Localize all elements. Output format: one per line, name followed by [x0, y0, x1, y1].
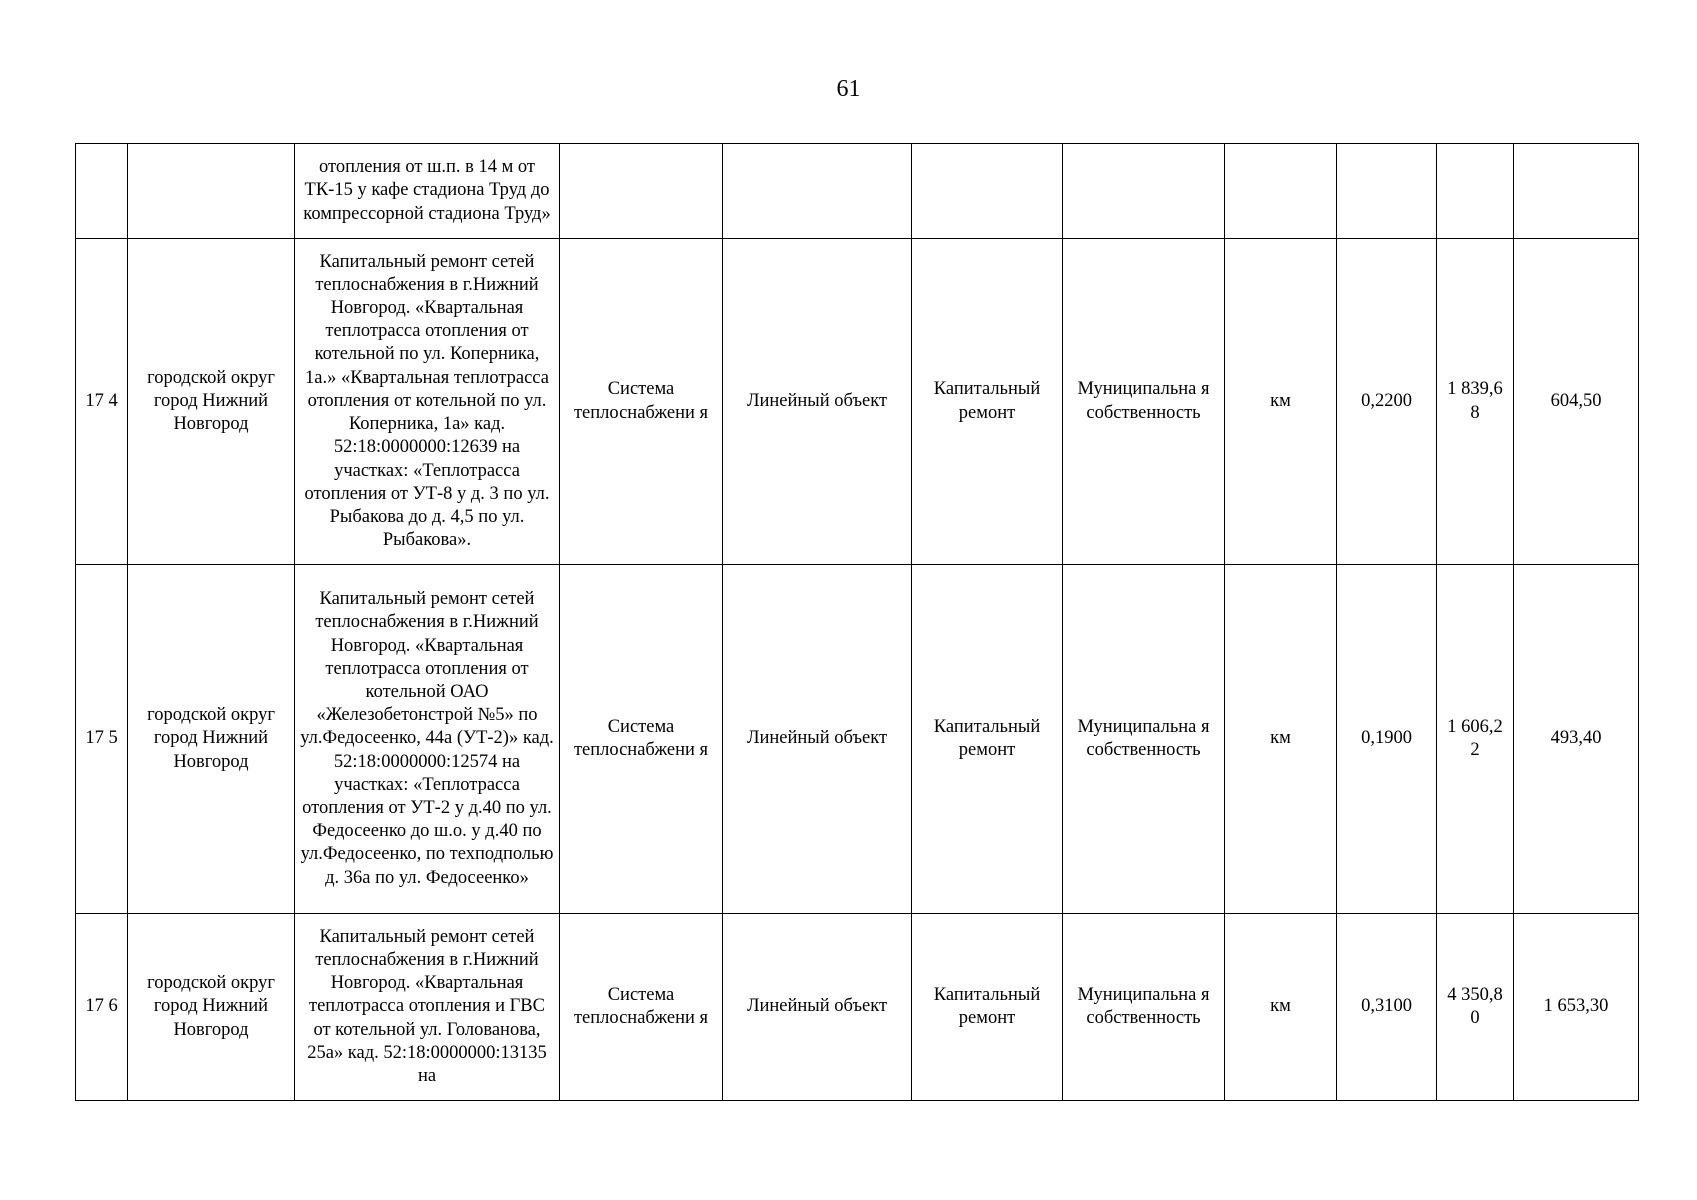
cost-b: 1 653,30 — [1543, 996, 1609, 1017]
ownership-cell — [1063, 914, 1225, 1101]
table-row — [76, 239, 1639, 565]
cost-b-cell — [1514, 144, 1639, 239]
work-type-cell — [912, 144, 1063, 239]
row-number-cell — [76, 565, 128, 914]
object-type: Линейный объект — [746, 728, 888, 749]
row-number-cell — [76, 144, 128, 239]
data-table — [75, 143, 1639, 1101]
cost-b-cell — [1514, 239, 1639, 565]
system-cell — [560, 565, 723, 914]
cost-a-cell — [1437, 239, 1514, 565]
object-type: Линейный объект — [746, 996, 888, 1017]
description-cell — [295, 565, 560, 914]
work-type-cell — [912, 239, 1063, 565]
row-number-cell — [76, 914, 128, 1101]
description: Капитальный ремонт сетей теплоснабжения в г.Нижний Новгород. «Квартальная теплотрасса отопления от котельной по ул. Коперника, 1а.» «Квартальная теплотрасса отопления от котельной по ул. Коперника, 1а» кад. 52:18:0000000:12639 на участках: «Теплотрасса отопления от УТ-8 у д. 3 по ул. Рыбакова до д. 4,5 по ул. Рыбакова». — [304, 251, 550, 551]
object-type: Линейный объект — [746, 390, 888, 411]
unit-cell — [1225, 914, 1337, 1101]
district: городской округ город Нижний Новгород — [147, 705, 275, 772]
work-type-cell — [912, 565, 1063, 914]
unit-cell — [1225, 144, 1337, 239]
table-row — [76, 565, 1639, 914]
page-number: 61 — [836, 76, 861, 102]
length: 0,1900 — [1361, 728, 1412, 749]
system-cell — [560, 144, 723, 239]
work-type: Капитальный ремонт — [933, 984, 1041, 1028]
description: Капитальный ремонт сетей теплоснабжения в г.Нижний Новгород. «Квартальная теплотрасса отопления и ГВС от котельной ул. Голованова, 25а» кад. 52:18:0000000:13135 на — [307, 926, 547, 1086]
row-number: 17 5 — [85, 728, 118, 749]
district: городской округ город Нижний Новгород — [147, 973, 275, 1040]
table-row — [76, 144, 1639, 239]
work-type-cell — [912, 914, 1063, 1101]
object-type-cell — [723, 239, 912, 565]
system: Система теплоснабжени я — [573, 984, 709, 1028]
ownership-cell — [1063, 239, 1225, 565]
cost-a-cell — [1437, 144, 1514, 239]
cost-a: 4 350,8 0 — [1447, 984, 1503, 1028]
unit-cell — [1225, 565, 1337, 914]
work-type: Капитальный ремонт — [933, 379, 1041, 423]
row-number: 17 6 — [85, 996, 118, 1017]
district-cell — [128, 144, 295, 239]
cost-b: 493,40 — [1550, 728, 1602, 749]
cost-b-cell — [1514, 914, 1639, 1101]
unit: км — [1270, 390, 1291, 411]
description-cell — [295, 914, 560, 1101]
row-number-cell — [76, 239, 128, 565]
unit: км — [1270, 996, 1291, 1017]
unit-cell — [1225, 239, 1337, 565]
work-type: Капитальный ремонт — [933, 716, 1041, 760]
cost-b-cell — [1514, 565, 1639, 914]
system: Система теплоснабжени я — [573, 716, 709, 760]
length: 0,2200 — [1361, 390, 1412, 411]
cost-a-cell — [1437, 914, 1514, 1101]
system-cell — [560, 914, 723, 1101]
object-type-cell — [723, 144, 912, 239]
ownership: Муниципальна я собственность — [1077, 984, 1210, 1028]
system-cell — [560, 239, 723, 565]
ownership: Муниципальна я собственность — [1077, 379, 1210, 423]
district: городской округ город Нижний Новгород — [147, 367, 275, 435]
cost-a: 1 606,2 2 — [1447, 716, 1503, 760]
system: Система теплоснабжени я — [573, 379, 709, 423]
length-cell — [1337, 565, 1437, 914]
cost-b: 604,50 — [1550, 390, 1602, 411]
object-type-cell — [723, 914, 912, 1101]
district-cell — [128, 565, 295, 914]
cost-a-cell — [1437, 565, 1514, 914]
district-cell — [128, 914, 295, 1101]
length-cell — [1337, 239, 1437, 565]
ownership: Муниципальна я собственность — [1077, 716, 1210, 760]
row-number: 17 4 — [85, 390, 118, 411]
description: отопления от ш.п. в 14 м от ТК-15 у кафе стадиона Труд до компрессорной стадиона Труд» — [303, 157, 551, 224]
table-row — [76, 914, 1639, 1101]
ownership-cell — [1063, 565, 1225, 914]
cost-a: 1 839,6 8 — [1447, 379, 1503, 423]
length-cell — [1337, 144, 1437, 239]
unit: км — [1270, 728, 1291, 749]
district-cell — [128, 239, 295, 565]
length-cell — [1337, 914, 1437, 1101]
description-cell — [295, 144, 560, 239]
ownership-cell — [1063, 144, 1225, 239]
description-cell — [295, 239, 560, 565]
length: 0,3100 — [1361, 996, 1412, 1017]
description: Капитальный ремонт сетей теплоснабжения в г.Нижний Новгород. «Квартальная теплотрасса отопления от котельной ОАО «Железобетонстрой №5» по ул.Федосеенко, 44а (УТ-2)» кад. 52:18:0000000:12574 на участках: «Теплотрасса отопления от УТ-2 у д.40 по ул. Федосеенко до ш.о. у д.40 по ул.Федосеенко, по техподполью д. 36а по ул. Федосеенко» — [300, 589, 554, 888]
object-type-cell — [723, 565, 912, 914]
